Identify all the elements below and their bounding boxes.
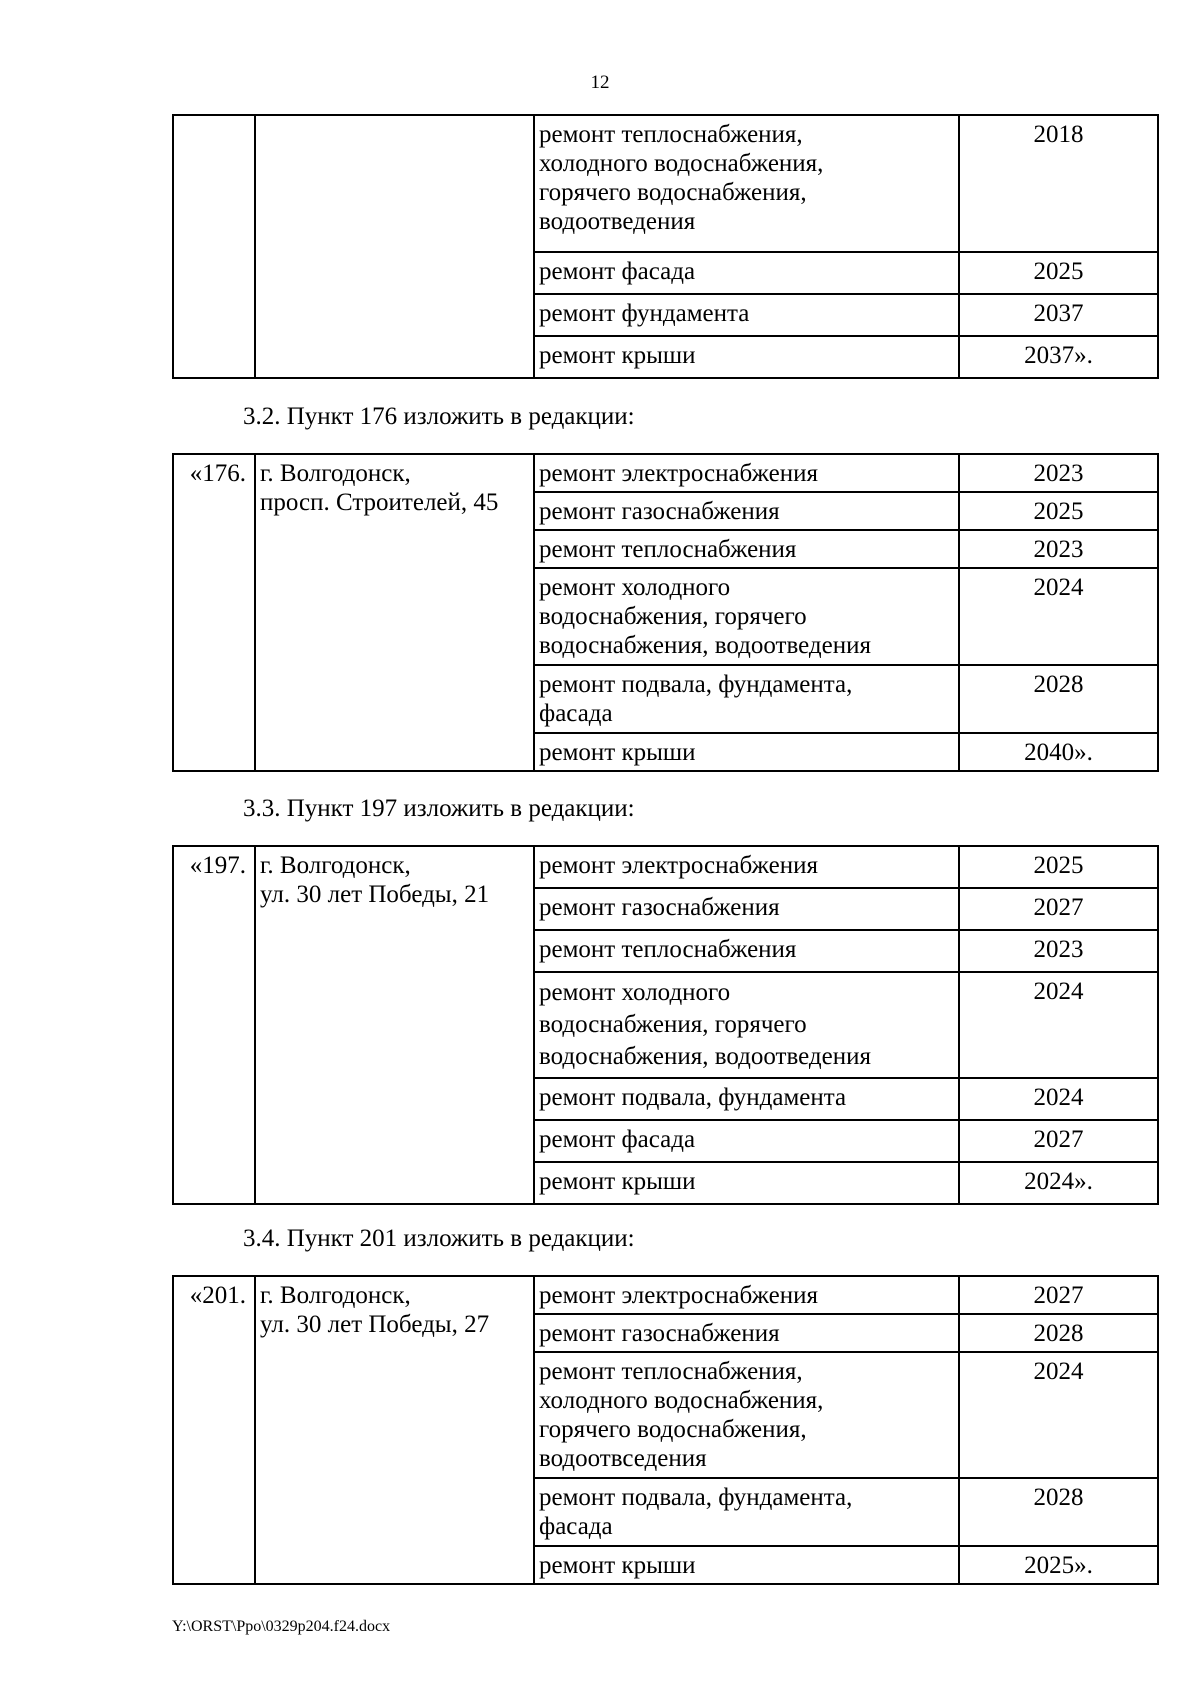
work-cell: ремонт крыши [534, 1546, 959, 1584]
year-cell: 2024 [959, 568, 1158, 665]
work-cell: ремонт электроснабжения [534, 846, 959, 888]
year-cell: 2025». [959, 1546, 1158, 1584]
table-row [173, 1276, 1158, 1314]
work-cell: ремонт холодного водоснабжения, горячего водоснабжения, водоотведения [534, 972, 959, 1078]
address-cell: г. Волгодонск, просп. Строителей, 45 [255, 454, 534, 771]
work-cell: ремонт газоснабжения [534, 492, 959, 530]
year-cell: 2025 [959, 846, 1158, 888]
year-cell: 2027 [959, 888, 1158, 930]
table-176 [172, 453, 1159, 772]
continuation-table [172, 114, 1159, 379]
work-cell: ремонт фундамента [534, 294, 959, 336]
table-row [173, 846, 1158, 888]
work-cell: ремонт газоснабжения [534, 1314, 959, 1352]
page-number: 12 [590, 72, 610, 93]
year-cell: 2023 [959, 930, 1158, 972]
table-197 [172, 845, 1159, 1205]
year-cell: 2023 [959, 454, 1158, 492]
work-cell: ремонт подвала, фундамента, фасада [534, 665, 959, 733]
address-cell: г. Волгодонск, ул. 30 лет Победы, 27 [255, 1276, 534, 1584]
work-cell: ремонт теплоснабжения [534, 530, 959, 568]
year-cell: 2040». [959, 733, 1158, 771]
year-cell: 2024 [959, 1078, 1158, 1120]
year-cell: 2024 [959, 972, 1158, 1078]
year-cell: 2018 [959, 115, 1158, 252]
address-cell: г. Волгодонск, ул. 30 лет Победы, 21 [255, 846, 534, 1204]
table-row [173, 115, 1158, 252]
year-cell: 2027 [959, 1120, 1158, 1162]
work-cell: ремонт подвала, фундамента [534, 1078, 959, 1120]
work-cell: ремонт крыши [534, 733, 959, 771]
year-cell: 2023 [959, 530, 1158, 568]
work-cell: ремонт холодного водоснабжения, горячего водоснабжения, водоотведения [534, 568, 959, 665]
work-cell: ремонт крыши [534, 336, 959, 378]
work-cell: ремонт фасада [534, 1120, 959, 1162]
section-heading-201: 3.4. Пункт 201 изложить в редакции: [243, 1225, 635, 1252]
work-cell: ремонт теплоснабжения, холодного водоснабжения, горячего водоснабжения, водоотведения [534, 115, 959, 252]
work-cell: ремонт подвала, фундамента, фасада [534, 1478, 959, 1546]
work-cell: ремонт крыши [534, 1162, 959, 1204]
year-cell: 2028 [959, 1314, 1158, 1352]
year-cell: 2025 [959, 252, 1158, 294]
work-cell: ремонт теплоснабжения, холодного водоснабжения, горячего водоснабжения, водоотвседения [534, 1352, 959, 1478]
section-heading-176: 3.2. Пункт 176 изложить в редакции: [243, 403, 635, 430]
year-cell: 2024 [959, 1352, 1158, 1478]
address-cell [255, 115, 534, 378]
work-cell: ремонт электроснабжения [534, 1276, 959, 1314]
number-cell: «176. [173, 454, 255, 771]
work-cell: ремонт теплоснабжения [534, 930, 959, 972]
section-heading-197: 3.3. Пункт 197 изложить в редакции: [243, 795, 635, 822]
year-cell: 2025 [959, 492, 1158, 530]
number-cell: «197. [173, 846, 255, 1204]
work-cell: ремонт газоснабжения [534, 888, 959, 930]
work-cell: ремонт фасада [534, 252, 959, 294]
year-cell: 2037 [959, 294, 1158, 336]
year-cell: 2028 [959, 1478, 1158, 1546]
number-cell [173, 115, 255, 378]
year-cell: 2037». [959, 336, 1158, 378]
number-cell: «201. [173, 1276, 255, 1584]
year-cell: 2028 [959, 665, 1158, 733]
table-201 [172, 1275, 1159, 1585]
year-cell: 2024». [959, 1162, 1158, 1204]
footer-file-path: Y:\ORST\Ppo\0329p204.f24.docx [172, 1618, 391, 1635]
table-row [173, 454, 1158, 492]
work-cell: ремонт электроснабжения [534, 454, 959, 492]
year-cell: 2027 [959, 1276, 1158, 1314]
